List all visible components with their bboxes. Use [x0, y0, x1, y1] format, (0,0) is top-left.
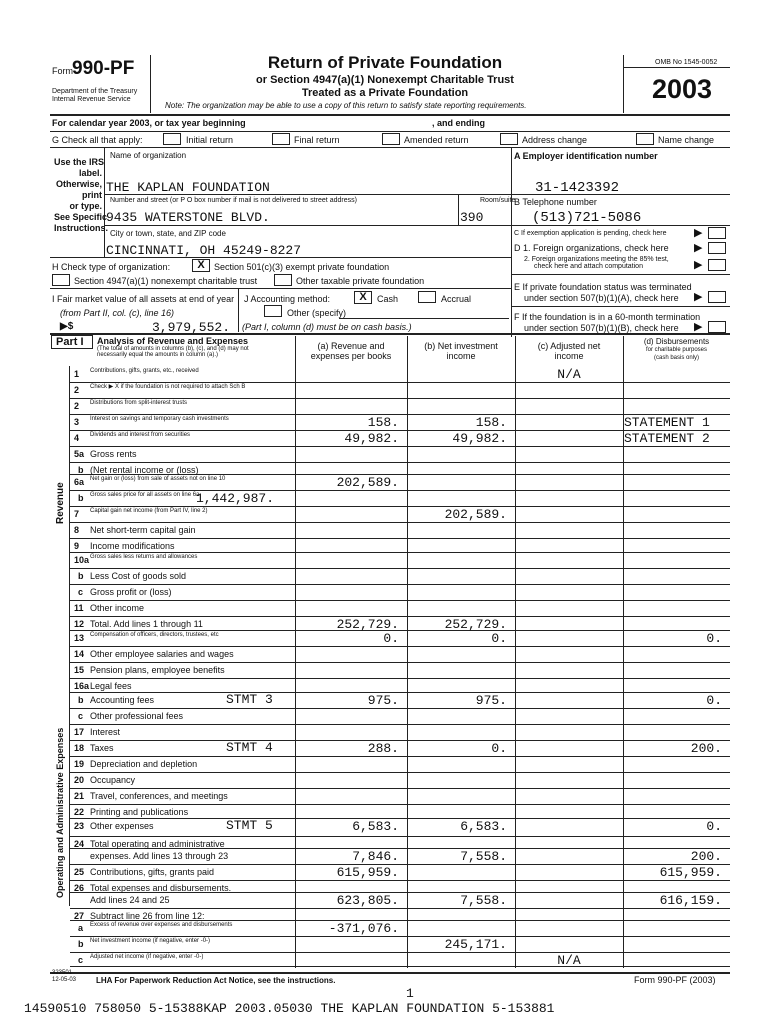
row-number: 4 [74, 433, 80, 443]
row-number: c [78, 711, 84, 721]
row-label: Income modifications [90, 541, 175, 551]
row-label: Travel, conferences, and meetings [90, 791, 228, 801]
department: Department of the Treasury [52, 88, 138, 95]
ein-label: A Employer identification number [514, 151, 658, 161]
accrual-label: Accrual [441, 294, 472, 304]
cell-col-a: 623,805. [336, 893, 399, 908]
page-number: 1 [406, 986, 414, 1001]
row-label: Less Cost of goods sold [90, 571, 187, 581]
d2-arrow-icon: ▶ [694, 259, 703, 271]
row-number: a [78, 923, 84, 933]
cell-col-c: N/A [557, 953, 581, 968]
row-number: b [78, 939, 84, 949]
row-label: Adjusted net income (if negative, enter -0-) [90, 954, 204, 960]
row-label: Net gain or (loss) from sale of assets not on line 10 [90, 476, 226, 482]
cell-col-b: 0. [491, 631, 507, 646]
cell-col-d: 0. [706, 693, 722, 708]
room-divider [458, 194, 459, 225]
row-number: 13 [74, 633, 85, 643]
street-label: Number and street (or P O box number if mail is not delivered to street address) [110, 197, 357, 204]
row-label: expenses. Add lines 13 through 23 [90, 851, 229, 861]
row-number: 14 [74, 649, 85, 659]
h-opt2-label: Section 4947(a)(1) nonexempt charitable trust [74, 276, 258, 286]
row-label: Gross sales price for all assets on line 6a [90, 492, 200, 498]
col-a-header: (a) Revenue and expenses per books [310, 341, 392, 361]
part1-top-rule [50, 333, 730, 335]
col-d-header: (d) Disbursements for charitable purposes (cash basis only) [643, 337, 710, 361]
row-label: Pension plans, employee benefits [90, 665, 225, 675]
h-other-taxable-checkbox[interactable] [274, 274, 292, 286]
cell-col-c: N/A [557, 367, 581, 382]
cell-col-a: 975. [367, 693, 399, 708]
row-number: 26 [74, 883, 85, 893]
row-number: 3 [74, 417, 80, 427]
g-check-label: G Check all that apply: [52, 135, 143, 145]
h-4947-checkbox[interactable] [52, 274, 70, 286]
f-arrow-icon: ▶ [694, 321, 703, 333]
row-label: Distributions from split-interest trusts [90, 400, 188, 406]
cash-basis-note: (Part I, column (d) must be on cash basis.) [242, 322, 412, 332]
gross-sales-underline [194, 506, 290, 507]
omb-number: OMB No 1545-0052 [655, 59, 718, 66]
cash-checkbox[interactable]: X [354, 291, 372, 304]
cell-col-d: 200. [690, 741, 722, 756]
row-label: Legal fees [90, 681, 132, 691]
row-label: Other employee salaries and wages [90, 649, 234, 659]
bottom-print-line: 14590510 758050 5-15388KAP 2003.05030 THE KAPLAN FOUNDATION 5-153881 [24, 1001, 555, 1016]
amended-return-label: Amended return [404, 135, 469, 145]
f-checkbox[interactable] [708, 321, 726, 333]
row-number: 18 [74, 743, 85, 753]
stmt3-ref: STMT 3 [226, 692, 273, 707]
row-number: 11 [74, 603, 84, 613]
irs-label-block: Use the IRS label. Otherwise, print or type. See Specific Instructions. [54, 157, 109, 233]
row-number: 27 [74, 911, 85, 921]
d1-checkbox[interactable] [708, 242, 726, 254]
row-label: (Net rental income or (loss) [90, 465, 199, 475]
cell-col-a: 7,846. [352, 849, 399, 864]
row-label: Interest on savings and temporary cash investments [90, 416, 229, 422]
h-opt1-label: Section 501(c)(3) exempt private foundation [214, 262, 390, 272]
calendar-year-label: For calendar year 2003, or tax year beginning [52, 118, 246, 128]
row-number: 6a [74, 477, 85, 487]
row-number: 20 [74, 775, 85, 785]
row-number: 19 [74, 759, 85, 769]
cell-col-d: 200. [690, 849, 722, 864]
ein-value: 31-1423392 [535, 180, 620, 196]
omb-line [623, 67, 730, 68]
cell-col-d: STATEMENT 1 [624, 415, 710, 430]
org-name: THE KAPLAN FOUNDATION [106, 180, 270, 195]
d2-checkbox[interactable] [708, 259, 726, 271]
irs-label-divider [104, 147, 105, 257]
cell-col-b: 252,729. [444, 617, 507, 632]
row-label: Check ▶ X if the foundation is not required to attach Sch B [90, 384, 246, 390]
form-subtitle-1: or Section 4947(a)(1) Nonexempt Charitable Trust [256, 74, 514, 86]
row-rule [70, 966, 730, 967]
row-number: 8 [74, 525, 80, 535]
initial-return-label: Initial return [186, 135, 234, 145]
h-rule [50, 288, 511, 289]
row-label: Printing and publications [90, 807, 189, 817]
address-change-checkbox[interactable] [500, 133, 518, 145]
e-arrow-icon: ▶ [694, 291, 703, 303]
room-number: 390 [460, 210, 484, 225]
cell-col-d: 0. [706, 819, 722, 834]
revenue-side-label: Revenue [55, 482, 66, 524]
form-word: Form [52, 66, 73, 76]
right-info-divider [511, 147, 512, 337]
h-opt3-label: Other taxable private foundation [296, 276, 425, 286]
row-number: 2 [74, 401, 80, 411]
e2-label: under section 507(b)(1)(A), check here [524, 293, 679, 303]
other-method-checkbox[interactable] [264, 305, 282, 317]
g-rule [50, 147, 730, 148]
row-label: Contributions, gifts, grants paid [90, 867, 215, 877]
row-label: Contributions, gifts, grants, etc., received [90, 368, 199, 374]
room-label: Room/suite [480, 197, 516, 204]
row-number: 16a [74, 681, 90, 691]
footer-rule [50, 972, 730, 974]
form-title: Return of Private Foundation [267, 53, 503, 72]
irs-label: Internal Revenue Service [52, 96, 131, 103]
f2-label: under section 507(b)(1)(B), check here [524, 323, 679, 333]
row-number: 25 [74, 867, 85, 877]
form-reference: Form 990-PF (2003) [634, 975, 716, 985]
row-label: Add lines 24 and 25 [90, 895, 170, 905]
f-label: F If the foundation is in a 60-month termination [514, 312, 701, 322]
org-name-rule [104, 194, 511, 195]
name-change-checkbox[interactable] [636, 133, 654, 145]
address-change-label: Address change [522, 135, 588, 145]
ij-divider [238, 288, 239, 332]
row-label: Net short-term capital gain [90, 525, 196, 535]
row-number: 23 [74, 821, 85, 831]
row-label: Taxes [90, 743, 114, 753]
cell-col-d: 616,159. [659, 893, 722, 908]
part1-label: Part I [51, 335, 93, 349]
i-sub-label: (from Part II, col. (c), line 16) [60, 308, 175, 318]
row-number: c [78, 955, 84, 965]
row-number: b [78, 695, 84, 705]
part1-title: Analysis of Revenue and Expenses [97, 336, 249, 346]
header-bottom-rule [50, 114, 730, 116]
initial-return-checkbox[interactable] [163, 133, 181, 145]
row-label: Gross rents [90, 449, 137, 459]
city-label: City or town, state, and ZIP code [110, 229, 226, 238]
stmt4-ref: STMT 4 [226, 740, 273, 755]
row-number: 21 [74, 791, 85, 801]
col-c-header: (c) Adjusted net income [537, 341, 601, 361]
ein-rule [511, 194, 730, 195]
cell-col-a: 252,729. [336, 617, 399, 632]
cash-label: Cash [377, 294, 399, 304]
row-label: Occupancy [90, 775, 136, 785]
row-number: 12 [74, 619, 85, 629]
c-label: C If exemption application is pending, check here [514, 230, 667, 237]
row-label: Accounting fees [90, 695, 155, 705]
row-number: b [78, 493, 84, 503]
street-address: 9435 WATERSTONE BLVD. [106, 210, 270, 225]
amended-return-checkbox[interactable] [382, 133, 400, 145]
e-label: E If private foundation status was terminated [514, 282, 692, 292]
row-number: 2 [74, 385, 80, 395]
e-checkbox[interactable] [708, 291, 726, 303]
cell-col-a: 288. [367, 741, 399, 756]
cell-col-b: 6,583. [460, 819, 507, 834]
row-label: Net investment income (if negative, enter -0-) [90, 938, 211, 944]
cell-col-b: 0. [491, 741, 507, 756]
street-rule [104, 225, 511, 226]
cell-col-b: 202,589. [444, 507, 507, 522]
cell-col-a: -371,076. [328, 921, 399, 936]
footer-code-2: 12-05-03 [52, 977, 77, 983]
row-number: 5a [74, 449, 85, 459]
cell-col-b: 158. [475, 415, 507, 430]
row-label: Total expenses and disbursements. [90, 883, 232, 893]
cell-col-d: STATEMENT 2 [624, 431, 710, 446]
d1-label: D 1. Foreign organizations, check here [514, 243, 669, 253]
lha-notice: LHA For Paperwork Reduction Act Notice, see the instructions. [96, 976, 336, 985]
org-name-label: Name of organization [110, 151, 187, 160]
row-label: Dividends and interest from securities [90, 432, 191, 438]
form-note: Note: The organization may be able to use a copy of this return to satisfy state reporting requirements. [165, 101, 527, 110]
stmt5-ref: STMT 5 [226, 818, 273, 833]
row-label: Compensation of officers, directors, trustees, etc [90, 632, 219, 638]
row-label: Gross profit or (loss) [90, 587, 172, 597]
org-bottom-rule [50, 257, 511, 258]
i-label: I Fair market value of all assets at end of year [52, 294, 235, 304]
fair-market-value: 3,979,552. [152, 320, 231, 335]
row-label: Subtract line 26 from line 12: [90, 911, 205, 921]
city-state-zip: CINCINNATI, OH 45249-8227 [106, 243, 302, 258]
final-return-label: Final return [294, 135, 340, 145]
row-number: 7 [74, 509, 80, 519]
row-number: 24 [74, 839, 85, 849]
other-method-label: Other (specify) [287, 308, 347, 318]
d2b-label: check here and attach computation [534, 263, 643, 270]
cell-col-b: 245,171. [444, 937, 507, 952]
calendar-rule [50, 131, 730, 132]
form-number: 990-PF [72, 58, 135, 79]
cell-col-a: 158. [367, 415, 399, 430]
row-number: 22 [74, 807, 85, 817]
c-checkbox[interactable] [708, 227, 726, 239]
cell-col-a: 615,959. [336, 865, 399, 880]
cell-col-a: 202,589. [336, 475, 399, 490]
gross-sales-value: 1,442,987. [196, 491, 275, 506]
row-number: b [78, 465, 84, 475]
row-number: 9 [74, 541, 80, 551]
i-arrow-label: ▶$ [60, 321, 74, 332]
cell-col-a: 0. [383, 631, 399, 646]
phone-label: B Telephone number [514, 197, 597, 207]
tax-year: 2003 [652, 74, 713, 104]
h-501c3-checkbox[interactable]: X [192, 259, 210, 272]
row-label: Excess of revenue over expenses and disbursements [90, 922, 233, 928]
form-subtitle-2: Treated as a Private Foundation [301, 87, 469, 99]
phone-value: (513)721-5086 [532, 210, 642, 226]
footer-code: 323501 [52, 970, 73, 976]
expenses-side-label: Operating and Administrative Expenses [55, 727, 65, 898]
header-divider-right [623, 55, 624, 113]
cell-col-b: 7,558. [460, 893, 507, 908]
cell-col-b: 49,982. [452, 431, 507, 446]
calendar-ending-label: , and ending [432, 118, 485, 128]
e-rule [511, 306, 730, 307]
cell-col-a: 6,583. [352, 819, 399, 834]
row-label: Other professional fees [90, 711, 184, 721]
d1-arrow-icon: ▶ [694, 242, 703, 254]
row-number: b [78, 571, 84, 581]
j-label: J Accounting method: [244, 294, 331, 304]
cell-col-b: 975. [475, 693, 507, 708]
row-number: c [78, 587, 84, 597]
row-label: Interest [90, 727, 121, 737]
c-arrow-icon: ▶ [694, 227, 703, 239]
row-label: Other expenses [90, 821, 154, 831]
cell-col-a: 49,982. [344, 431, 399, 446]
row-label: Capital gain net income (from Part IV, line 2) [90, 508, 208, 514]
cell-col-b: 7,558. [460, 849, 507, 864]
col-b-header: (b) Net investment income [424, 341, 498, 361]
part1-desc-1: (The total of amounts in columns (b), (c), and (d) may not [97, 346, 249, 352]
d-rule [511, 274, 730, 275]
row-number: 15 [74, 665, 85, 675]
h-label: H Check type of organization: [52, 262, 171, 272]
row-label: Gross sales less returns and allowances [90, 554, 198, 560]
accrual-checkbox[interactable] [418, 291, 436, 303]
cell-col-d: 0. [706, 631, 722, 646]
row-number: 17 [74, 727, 85, 737]
name-change-label: Name change [658, 135, 715, 145]
row-number: 10a [74, 555, 90, 565]
row-label: Depreciation and depletion [90, 759, 198, 769]
row-number: 1 [74, 369, 80, 379]
row-label: Total. Add lines 1 through 11 [90, 619, 203, 629]
part1-desc-2: necessarily equal the amounts in column (a).) [97, 352, 219, 358]
cell-col-d: 615,959. [659, 865, 722, 880]
row-label: Other income [90, 603, 145, 613]
other-method-line [339, 318, 509, 319]
row-label: Total operating and administrative [90, 839, 225, 849]
d2-label: 2. Foreign organizations meeting the 85% test, [524, 256, 669, 263]
final-return-checkbox[interactable] [272, 133, 290, 145]
